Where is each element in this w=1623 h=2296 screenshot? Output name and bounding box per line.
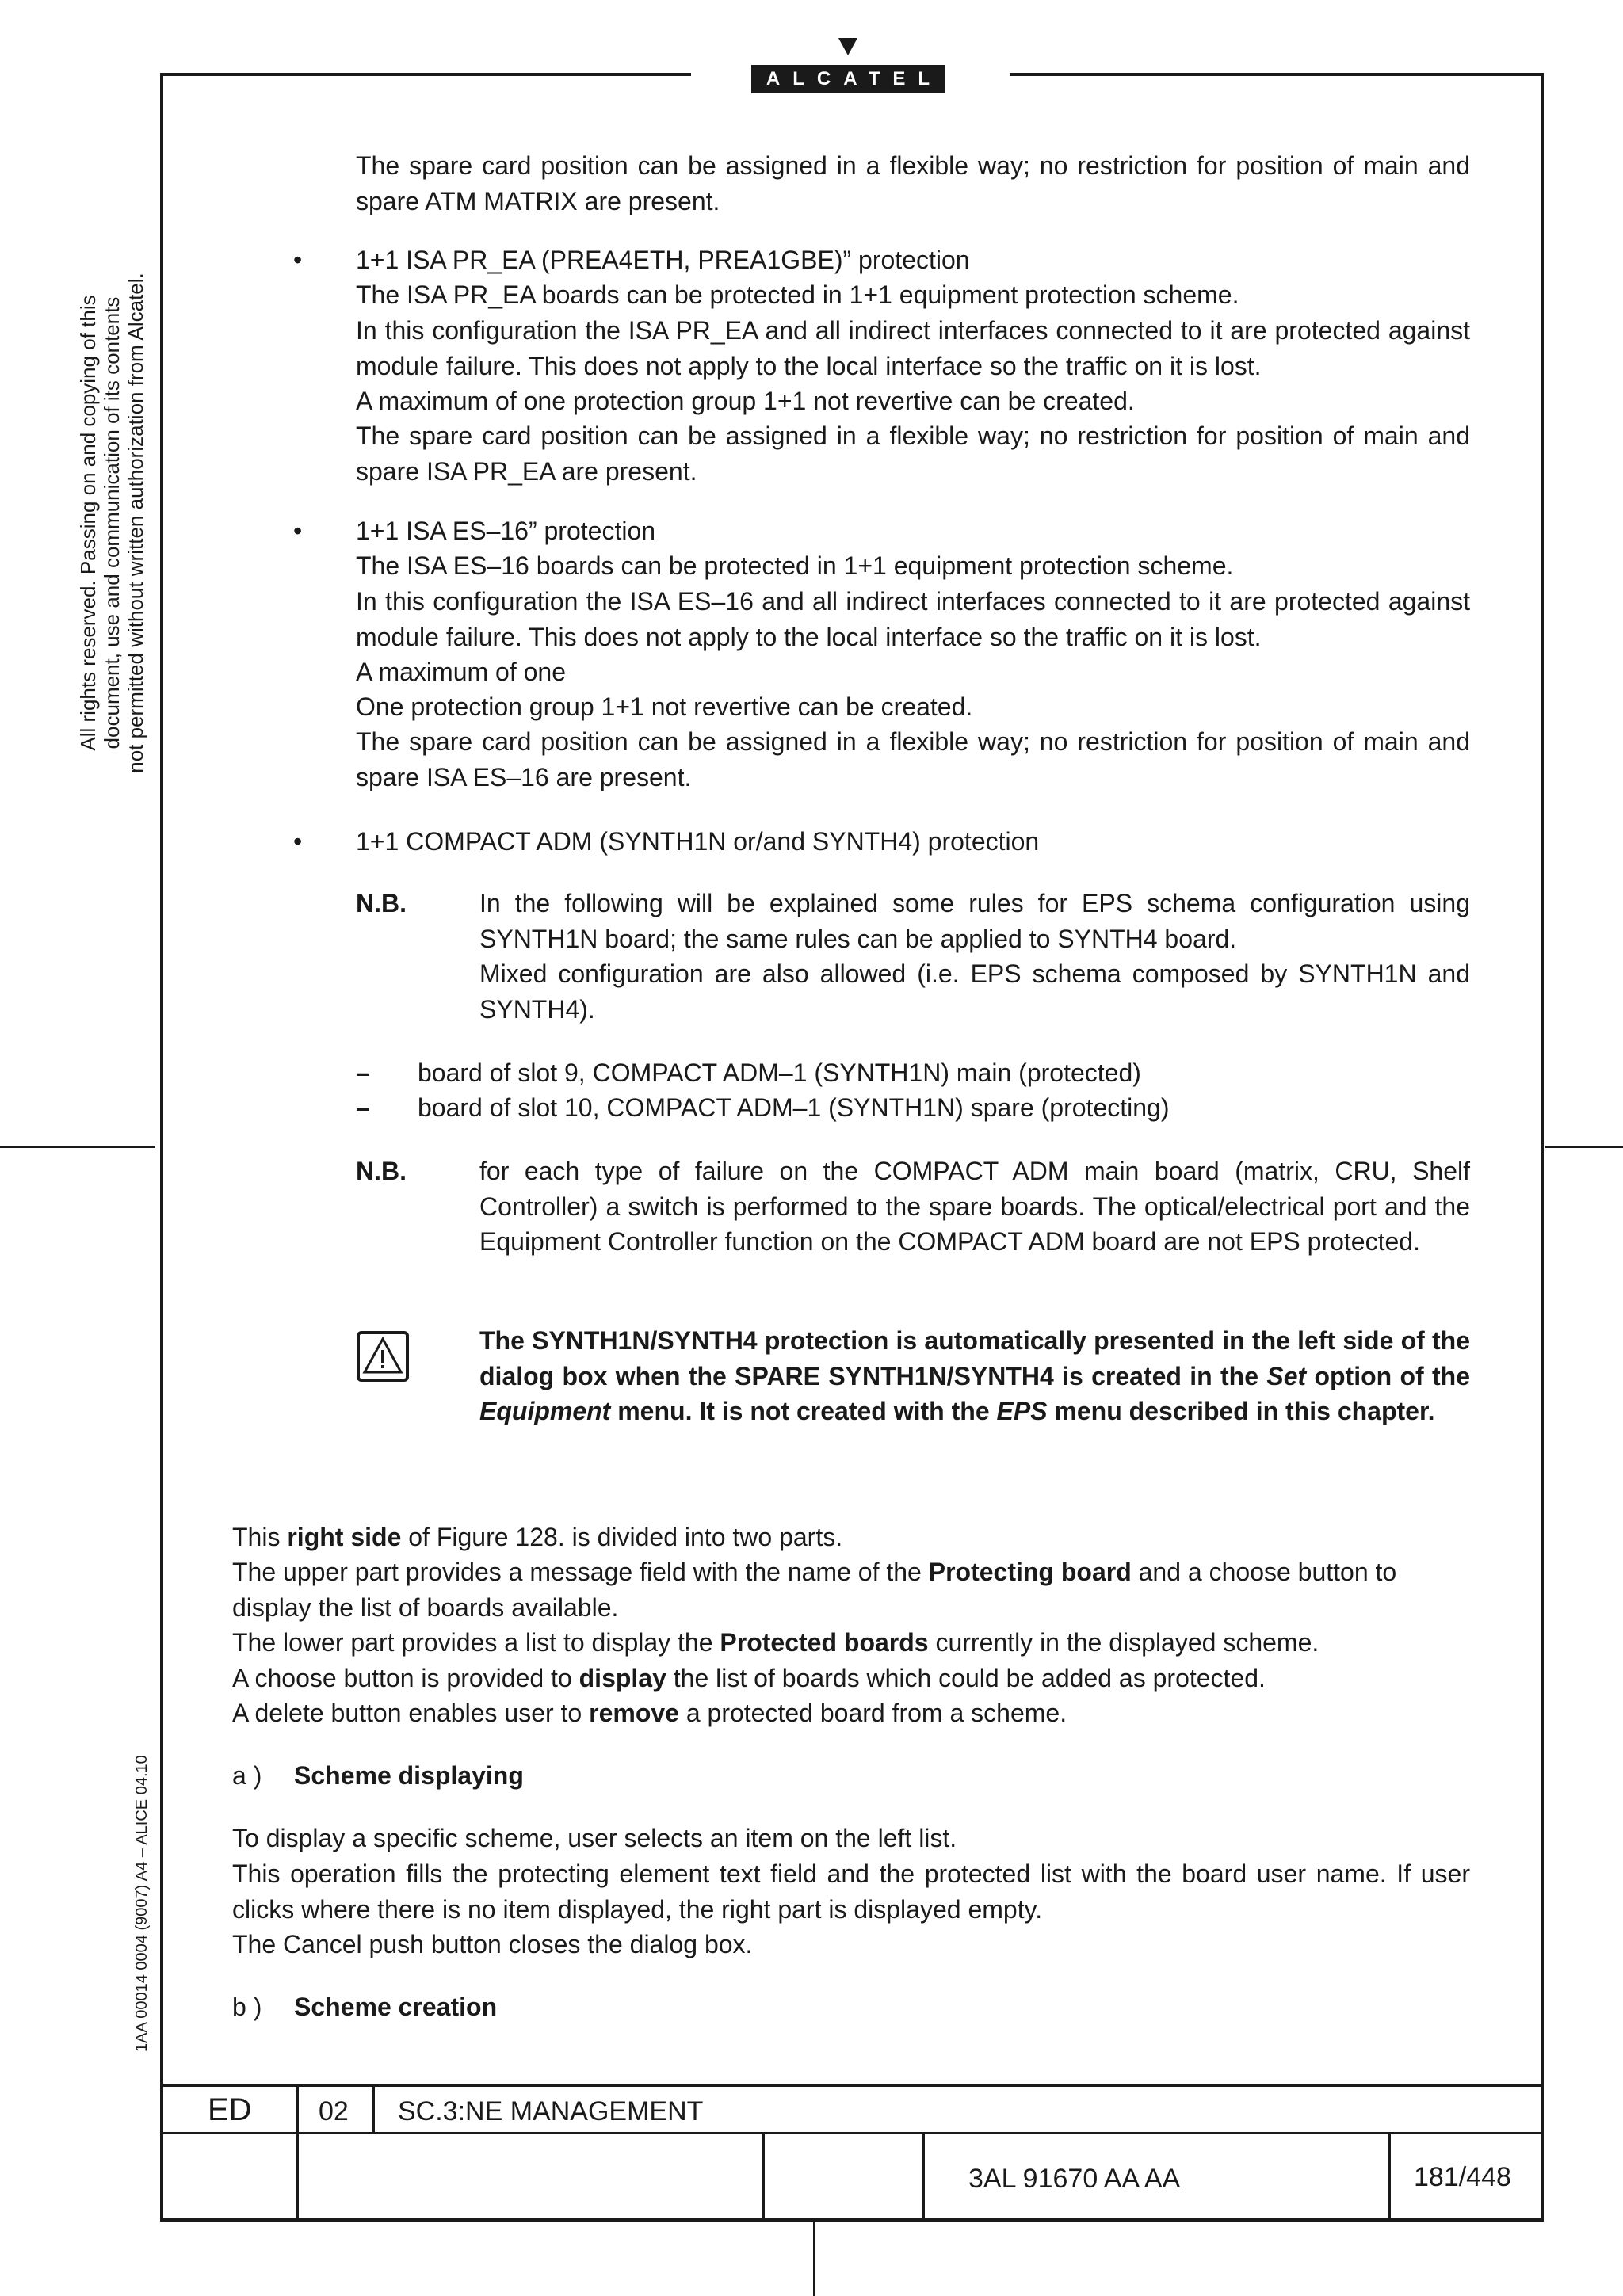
logo-triangle-icon bbox=[838, 38, 857, 55]
right-side-line: This right side of Figure 128. is divided into two parts. bbox=[232, 1523, 843, 1551]
frame-right bbox=[1541, 73, 1544, 2222]
ed-value: 02 bbox=[319, 2096, 349, 2126]
ed-label: ED bbox=[208, 2092, 252, 2127]
warning-set: Set bbox=[1266, 1361, 1307, 1390]
right-side-line: A delete button enables user to remove a protected board from a scheme. bbox=[232, 1699, 1067, 1727]
section-a-line: The Cancel push button closes the dialog box. bbox=[232, 1930, 753, 1958]
atm-paragraph: The spare card position can be assigned in a flexible way; no restriction for position of main and spare ATM MATRIX are present. bbox=[356, 151, 1470, 215]
doc-number: 3AL 91670 AA AA bbox=[968, 2164, 1181, 2194]
footer-divider bbox=[1388, 2132, 1391, 2220]
right-side-line: The lower part provides a list to display the Protected boards currently in the displayed scheme. bbox=[232, 1628, 1319, 1657]
alcatel-logo: ALCATEL bbox=[751, 65, 945, 93]
dash-item: board of slot 9, COMPACT ADM–1 (SYNTH1N) main (protected) bbox=[418, 1058, 1141, 1087]
warning-part: option of the bbox=[1306, 1361, 1471, 1390]
section-a-title: Scheme displaying bbox=[294, 1761, 524, 1790]
right-side-line: A choose button is provided to display the list of boards which could be added as protected. bbox=[232, 1664, 1266, 1692]
page-number: 181/448 bbox=[1414, 2162, 1511, 2192]
form-code: 1AA 00014 0004 (9007) A4 – ALICE 04.10 bbox=[133, 1755, 151, 2052]
warning-equipment: Equipment bbox=[479, 1397, 611, 1425]
isa-pr-line: The ISA PR_EA boards can be protected in 1+1 equipment protection scheme. bbox=[356, 280, 1239, 309]
nb-text: for each type of failure on the COMPACT ADM main board (matrix, CRU, Shelf Controller) a switch is performed to the spare boards. The optical/electrical port and the Equipment Controller function on the COMPACT ADM board are not EPS protected. bbox=[479, 1157, 1470, 1256]
rights-notice bbox=[76, 261, 147, 784]
footer-bottom-rule bbox=[160, 2218, 1544, 2222]
isa-es-line: The spare card position can be assigned in a flexible way; no restriction for position of main and spare ISA ES–16 are present. bbox=[356, 727, 1470, 791]
bullet-icon: • bbox=[293, 517, 303, 545]
warning-part: The SYNTH1N/SYNTH4 protection is automatically presented in the left side of the dialog box when the SPARE SYNTH1N/SYNTH4 is created in the bbox=[479, 1326, 1470, 1390]
nb-text: Mixed configuration are also allowed (i.e. EPS schema composed by SYNTH1N and SYNTH4). bbox=[479, 959, 1470, 1024]
warning-icon bbox=[357, 1331, 409, 1382]
warning-text bbox=[479, 1323, 1470, 1429]
frame-left bbox=[160, 73, 163, 2222]
fold-mark-left bbox=[0, 1146, 155, 1148]
isa-pr-line: The spare card position can be assigned in a flexible way; no restriction for position of main and spare ISA PR_EA are present. bbox=[356, 421, 1470, 486]
footer-divider bbox=[296, 2084, 299, 2220]
dash-item: board of slot 10, COMPACT ADM–1 (SYNTH1N) spare (protecting) bbox=[418, 1093, 1170, 1122]
footer-divider bbox=[762, 2132, 765, 2220]
footer-top-rule bbox=[160, 2084, 1544, 2087]
nb-label: N.B. bbox=[356, 1157, 407, 1185]
footer-mid-rule bbox=[160, 2132, 1544, 2134]
nb-text: In the following will be explained some rules for EPS schema configuration using SYNTH1N board; the same rules can be applied to SYNTH4 board. bbox=[479, 889, 1470, 953]
isa-es-line: A maximum of one bbox=[356, 658, 566, 686]
fold-mark-right bbox=[1545, 1146, 1623, 1148]
footer-divider bbox=[372, 2084, 375, 2133]
section-a-line: This operation fills the protecting element text field and the protected list with the board user name. If user clicks where there is no item displayed, the right part is displayed empty. bbox=[232, 1859, 1470, 1924]
rights-line: not permitted without written authorization from Alcatel. bbox=[124, 273, 147, 773]
section-name: SC.3:NE MANAGEMENT bbox=[398, 2096, 704, 2126]
rights-line: document, use and communication of its contents bbox=[100, 296, 124, 749]
section-b-title: Scheme creation bbox=[294, 1993, 498, 2021]
dash-icon: – bbox=[356, 1093, 370, 1122]
rights-line: All rights reserved. Passing on and copying of this bbox=[76, 295, 100, 751]
bullet-icon: • bbox=[293, 827, 303, 856]
isa-pr-line: A maximum of one protection group 1+1 not revertive can be created. bbox=[356, 387, 1135, 415]
frame-top-left bbox=[160, 73, 691, 76]
isa-es-line: One protection group 1+1 not revertive can be created. bbox=[356, 692, 973, 721]
warning-part: menu. It is not created with the bbox=[610, 1397, 997, 1425]
bullet-icon: • bbox=[293, 246, 303, 274]
section-a-label: a ) bbox=[232, 1761, 262, 1790]
footer-divider bbox=[922, 2132, 925, 2220]
dash-icon: – bbox=[356, 1058, 370, 1087]
isa-es-line: In this configuration the ISA ES–16 and all indirect interfaces connected to it are protected against module failure. This does not apply to the local interface so the traffic on it is lost. bbox=[356, 587, 1470, 651]
compact-title: 1+1 COMPACT ADM (SYNTH1N or/and SYNTH4) protection bbox=[356, 827, 1040, 856]
warning-eps: EPS bbox=[996, 1397, 1048, 1425]
warning-part: menu described in this chapter. bbox=[1047, 1397, 1435, 1425]
right-side-line: The upper part provides a message field with the name of the Protecting board and a choose button to display the list of boards available. bbox=[232, 1558, 1397, 1622]
isa-es-title: 1+1 ISA ES–16” protection bbox=[356, 517, 656, 545]
isa-pr-title: 1+1 ISA PR_EA (PREA4ETH, PREA1GBE)” protection bbox=[356, 246, 970, 274]
section-b-label: b ) bbox=[232, 1993, 262, 2021]
bottom-tick bbox=[813, 2220, 815, 2296]
nb-label: N.B. bbox=[356, 889, 407, 917]
isa-pr-line: In this configuration the ISA PR_EA and all indirect interfaces connected to it are protected against module failure. This does not apply to the local interface so the traffic on it is lost. bbox=[356, 316, 1470, 380]
frame-top-right bbox=[1010, 73, 1544, 76]
section-a-line: To display a specific scheme, user selects an item on the left list. bbox=[232, 1824, 957, 1852]
isa-es-line: The ISA ES–16 boards can be protected in 1+1 equipment protection scheme. bbox=[356, 551, 1234, 580]
